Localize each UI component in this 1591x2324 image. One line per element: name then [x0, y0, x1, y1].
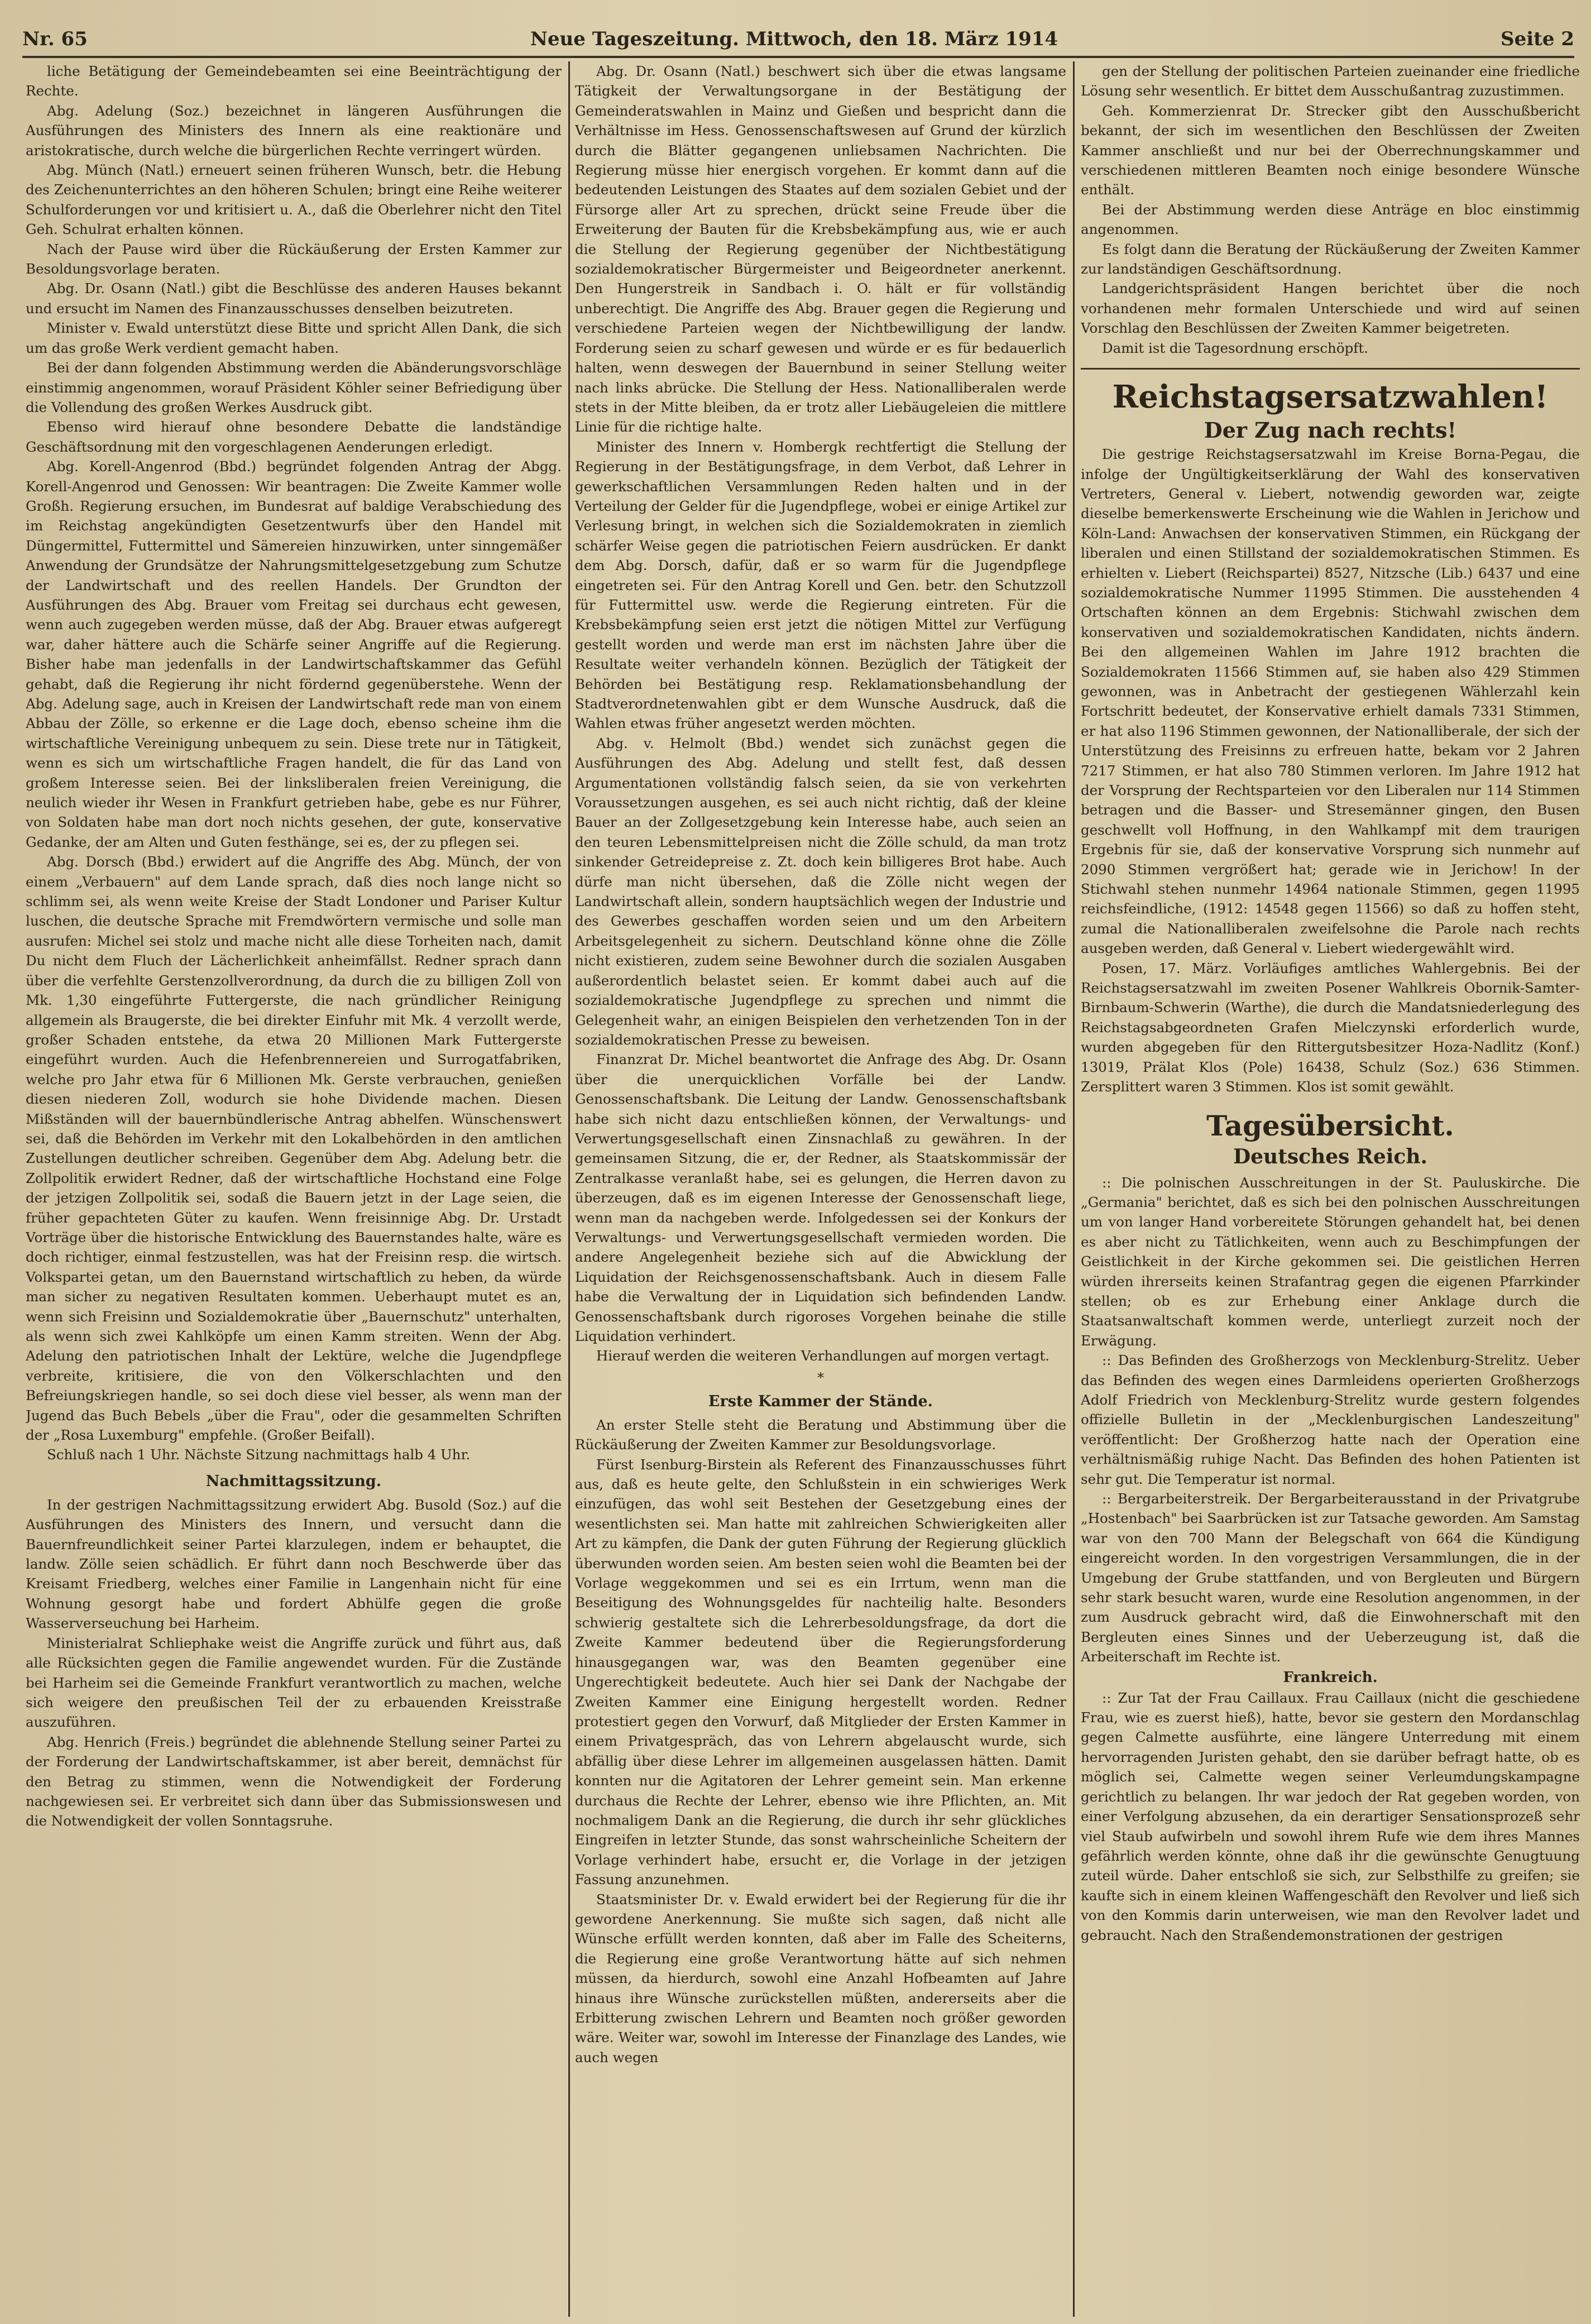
paragraph: liche Betätigung der Gemeindebeamten sei eine Beeinträchtigung der Rechte.	[26, 63, 562, 99]
paragraph: Abg. Henrich (Freis.) begründet die ablehnende Stellung seiner Partei zu der Forderung der Landwirtschaftskammer, ist aber bereit, demnächst für den Betrag zu stimmen, wenn die Notwendigkeit der Forderung nachgewiesen sei. Er verbreitet sich dann über das Submissionswesen und die Notwendigkeit der vollen Sonntagsruhe.	[26, 1733, 562, 1829]
paragraph: Abg. Korell-Angenrod (Bbd.) begründet folgenden Antrag der Abgg. Korell-Angenrod und Genossen: Wir beantragen: Die Zweite Kammer wolle Großh. Regierung ersuchen, im Bundesrat auf baldige Verabschiedung des im Reichstag angekündigten Gesetzentwurfs über den Handel mit Düngermittel, Futtermittel und Sämereien hinzuwirken, unter sinngemäßer Anwendung der Grundsätze der Nahrungsmittelgesetzgebung zum Schutze der Landwirtschaft und des reellen Handels. Der Grundton der Ausführungen des Abg. Brauer vom Freitag sei durchaus echt gewesen, wenn auch zugegeben werden müsse, daß der Abg. Brauer etwas aufgeregt war, daher hättere auch die Schärfe seiner Angriffe auf die Regierung. Bisher habe man jedenfalls in der Landwirtschaftskammer das Gefühl gehabt, daß die Regierung ihr nicht fördernd gegenüberstehe. Wenn der Abg. Adelung sage, auch in Kreisen der Landwirtschaft rede man von einem Abbau der Zölle, so erkenne er die Lage doch, ebenso scheine ihm die wirtschaftliche Vereinigung unbequem zu sein. Diese trete nur in Tätigkeit, wenn es sich um wirtschaftliche Fragen handelt, die für das Land von großem Interesse seien. Bei der linksliberalen freien Vereinigung, die neulich wieder ihr Wesen in Frankfurt getrieben habe, gebe es nur Führer, von Soldaten habe man dort noch nichts gesehen, der gute, konservative Gedanke, der am Alten und Guten festhänge, sei es, der zu pflegen sei.	[26, 458, 562, 850]
section-heading: Nachmittagssitzung.	[205, 1472, 382, 1490]
paragraph: Es folgt dann die Beratung der Rückäußerung der Zweiten Kammer zur landständigen Geschäftsordnung.	[1081, 241, 1580, 277]
paragraph: Ebenso wird hierauf ohne besondere Debatte die landständige Geschäftsordnung mit den vorgeschlagenen Aenderungen erledigt.	[26, 419, 562, 455]
paragraph: :: Das Befinden des Großherzogs von Mecklenburg-Strelitz. Ueber das Befinden des wegen eines Darmleidens operierten Großherzogs Adolf Friedrich von Mecklenburg-Strelitz wurde gestern folgendes offizielle Bulletin in der „Mecklenburgischen Landeszeitung" veröffentlicht: Der Großherzog hatte nach der Operation eine verhältnismäßig ruhige Nacht. Das Befinden des hohen Patienten ist sehr gut. Die Temperatur ist normal.	[1081, 1352, 1580, 1487]
divider	[1081, 368, 1580, 370]
paragraph: An erster Stelle steht die Beratung und Abstimmung über die Rückäußerung der Zweiten Kammer zur Besoldungsvorlage.	[575, 1416, 1066, 1453]
column-rule	[568, 61, 570, 2317]
paragraph: Fürst Isenburg-Birstein als Referent des Finanzausschusses führt aus, daß es heute gelte, den Schlußstein in ein schwieriges Werk einzufügen, das wohl seit Bestehen der Gesetzgebung eines der wesentlichsten sei. Man hatte mit zahlreichen Schwierigkeiten aller Art zu kämpfen, die Dank der guten Führung der Regierung glücklich überwunden worden seien. Am besten seien wohl die Beamten bei der Vorlage weggekommen und sei es ein Irrtum, wenn man die Beseitigung des Wohnungsgeldes für nachteilig halte. Besonders schwierig gestaltete sich die Lehrerbesoldungsfrage, da dort die Zweite Kammer bedeutend über die Regierungsforderung hinausgegangen war, was den Beamten gegenüber eine Ungerechtigkeit bedeutete. Auch hier sei Dank der Nachgabe der Zweiten Kammer eine Einigung hergestellt worden. Redner protestiert gegen den Vorwurf, daß Mitglieder der Ersten Kammer in einem Privatgespräch, das von Lehrern abgelauscht wurde, sich abfällig über diese Lehrer im allgemeinen ausgelassen hätten. Damit konnten nur die Agitatoren der Lehrer gemeint sein. Man erkenne durchaus die Rechte der Lehrer, ebenso wie ihre Pflichten, an. Mit nochmaligem Dank an die Regierung, die durch ihr sehr glückliches Eingreifen in letzter Stunde, das sonst wahrscheinliche Scheitern der Vorlage verhindert habe, ersucht er, die Vorlage in der jetzigen Fassung anzunehmen.	[575, 1456, 1066, 1888]
paragraph: Hierauf werden die weiteren Verhandlungen auf morgen vertagt.	[596, 1348, 1050, 1364]
page-header	[22, 22, 1574, 58]
paragraph: Bei der dann folgenden Abstimmung werden die Abänderungsvorschläge einstimmig angenommen, worauf Präsident Köhler seiner Befriedigung über die Vollendung des großen Werkes Ausdruck gibt.	[26, 360, 562, 415]
paragraph: Landgerichtspräsident Hangen berichtet über die noch vorhandenen mehr formalen Unterschiede und wird auf seinen Vorschlag den Beschlüssen der Zweiten Kammer beigetreten.	[1081, 280, 1580, 337]
paragraph: Posen, 17. März. Vorläufiges amtliches Wahlergebnis. Bei der Reichstagsersatzwahl im zweiten Posener Wahlkreis Obornik-Samter-Birnbaum-Schwerin (Warthe), die durch die Mandatsniederlegung des Reichstagsabgeordneten Grafen Mielczynski erforderlich wurde, wurden abgegeben für den Rittergutsbesitzer Hoza-Nadlitz (Konf.) 13019, Prälat Klos (Pole) 16438, Schulz (Soz.) 636 Stimmen. Zersplittert waren 3 Stimmen. Klos ist somit gewählt.	[1081, 960, 1580, 1095]
paragraph: Abg. Dorsch (Bbd.) erwidert auf die Angriffe des Abg. Münch, der von einem „Verbauern" auf dem Lande sprach, daß dies noch lange nicht so schlimm sei, als wenn weite Kreise der Stadt Londoner und Pariser Kultur luschen, die deutsche Sprache mit Fremdwörtern vermische und solle man ausrufen: Michel sei stolz und mache nicht alle diese Torheiten nach, damit Du nicht dem Fluch der Lächerlichkeit anheimfällst. Redner sprach dann über die verfehlte Gerstenzollverordnung, da durch die zu billigen Zoll von Mk. 1,30 eingeführte Futtergerste, die nach gründlicher Reinigung allgemein als Braugerste, die bei direkter Einfuhr mit Mk. 4 verzollt werde, großer Schaden entstehe, da etwa 20 Millionen Mark Futtergerste eingeführt wurden. Auch die Hefenbrennereien und Surrogatfabriken, welche pro Jahr etwa für 6 Millionen Mk. Gerste verbrauchen, genießen diesen niederen Zoll, wodurch sie hohe Dividende machen. Diesen Mißständen will der bauernbündlerische Antrag abhelfen. Wünschenswert sei, daß die Behörden im Verkehr mit den Lokalbehörden in den amtlichen Zustellungen deutlicher schreiben. Gegenüber dem Abg. Adelung betr. die Zollpolitik erwidert Redner, daß der wirtschaftliche Hochstand eine Folge der jetzigen Zollpolitik sei, sodaß die Bauern jetzt in der Lage seien, die früher gepachteten Güter zu kaufen. Wenn freisinnige Abg. Dr. Urstadt Vorträge über die historische Entwicklung des Bauernstandes halte, wäre es doch richtiger, einmal festzustellen, was hat der Freisinn resp. die wirtsch. Volkspartei getan, um den Bauernstand wirtschaftlich zu heben, da würde man sicher zu negativen Resultaten kommen. Ueberhaupt mutet es an, wenn sich Freisinn und Sozialdemokratie über „Bauernschutz" unterhalten, als wenn sich zwei Kahlköpfe um einen Kamm streiten. Wenn der Abg. Adelung den patriotischen Inhalt der Lektüre, welche die Jugendpflege verbreite, kritisiere, die von den Völkerschlachten und den Befreiungskriegen handle, so sei doch diese viel besser, als wenn man der Jugend das Buch Bebels „über die Frau", oder die gesammelten Schriften der „Rosa Luxemburg" empfehle. (Großer Beifall).	[26, 854, 562, 1444]
section-title: Tagesübersicht.	[1206, 1109, 1454, 1142]
paragraph: :: Zur Tat der Frau Caillaux. Frau Caillaux (nicht die geschiedene Frau, wie es zuerst hieß), hatte, bevor sie gestern den Mordanschlag gegen Calmette ausführte, eine längere Unterredung mit einem hervorragenden Juristen gehabt, den sie darüber befragt hatte, ob es möglich sei, Calmette wegen seiner Verleumdungskampagne gerichtlich zu belangen. Ihr war jedoch der Rat gegeben worden, von einer Verfolgung abzusehen, da ein derartiger Sensationsprozeß sehr viel Staub aufwirbeln und sowohl ihrem Rufe wie dem ihres Mannes gefährlich werden könnte, ohne daß ihr die gewünschte Genugtuung zuteil würde. Daher entschloß sie sich, zur Selbsthilfe zu greifen; sie kaufte sich in einem kleinen Waffengeschäft den Revolver und ließ sich von den Kommis darin unterweisen, wie man den Revolver ladet und gebraucht. Nach den Straßendemonstrationen der gestrigen	[1081, 1689, 1580, 1943]
paragraph: Geh. Kommerzienrat Dr. Strecker gibt den Ausschußbericht bekannt, der sich im wesentlichen den Beschlüssen der Zweiten Kammer anschließt und nur bei der Oberrechnungskammer und verschiedenen mittleren Beamten noch einige besondere Wünsche enthält.	[1081, 102, 1580, 198]
paragraph: In der gestrigen Nachmittagssitzung erwidert Abg. Busold (Soz.) auf die Ausführungen des Ministers des Innern, und versucht dann die Bauernfreundlichkeit seiner Partei klarzulegen, indem er behauptet, die landw. Zölle seien schädlich. Er führt dann noch Beschwerde über das Kreisamt Friedberg, welches einer Familie in Langenhain nicht für eine Wohnung gesorgt habe und fordert Abhülfe gegen die große Wasserverseuchung bei Harheim.	[26, 1496, 562, 1632]
article-headline: Reichstagsersatzwahlen!	[1112, 378, 1549, 416]
paragraph: Nach der Pause wird über die Rückäußerung der Ersten Kammer zur Besoldungsvorlage beraten.	[26, 241, 562, 277]
paragraph: Abg. Dr. Osann (Natl.) gibt die Beschlüsse des anderen Hauses bekannt und ersucht im Namen des Finanzausschusses denselben beizutreten.	[26, 280, 562, 317]
column-rule	[1073, 61, 1075, 2317]
paragraph: Schluß nach 1 Uhr. Nächste Sitzung nachmittags halb 4 Uhr.	[47, 1446, 471, 1463]
section-subtitle: Deutsches Reich.	[1233, 1144, 1428, 1168]
column-1	[26, 61, 562, 2317]
paragraph: gen der Stellung der politischen Parteien zueinander eine friedliche Lösung sehr wesentlich. Er bittet dem Ausschußantrag zuzustimmen.	[1081, 63, 1580, 99]
page-number: Seite 2	[1501, 28, 1574, 50]
separator-star: *	[817, 1369, 824, 1386]
paragraph: Staatsminister Dr. v. Ewald erwidert bei der Regierung für die ihr gewordene Anerkennung. Sie mußte sich sagen, daß nicht alle Wünsche erfüllt werden konnten, daß aber im Falle des Scheiterns, die Regierung eine große Verantwortung hätte auf sich nehmen müssen, da hierdurch, sowohl eine Anzahl Hofbeamten auf Jahre hinaus ihre Wünsche zurückstellen müßten, andererseits aber die Erbitterung zwischen Lehrern und Beamten noch größer geworden wäre. Weiter war, sowohl im Interesse der Finanzlage des Landes, wie auch wegen	[575, 1891, 1066, 2066]
paragraph: :: Die polnischen Ausschreitungen in der St. Pauluskirche. Die „Germania" berichtet, daß es sich bei den polnischen Ausschreitungen um von langer Hand vorbereitete Störungen gehandelt hat, bei denen es aber nicht zu Tätlichkeiten, wenn auch zu Beschimpfungen der Geistlichkeit in der Kirche gekommen sei. Die geistlichen Herren würden ihrerseits keinen Strafantrag gegen die eigenen Pfarrkinder stellen; ob es zur Erhebung einer Anklage durch die Staatsanwaltschaft kommen werde, unterliegt zurzeit noch der Erwägung.	[1081, 1174, 1580, 1349]
paragraph: Damit ist die Tagesordnung erschöpft.	[1102, 339, 1368, 356]
country-heading: Frankreich.	[1283, 1669, 1378, 1686]
paragraph: Minister v. Ewald unterstützt diese Bitte und spricht Allen Dank, die sich um das große Werk verdient gemacht haben.	[26, 320, 562, 356]
paragraph: Abg. v. Helmolt (Bbd.) wendet sich zunächst gegen die Ausführungen des Abg. Adelung und stellt fest, daß dessen Argumentationen vollständig falsch seien, da sie von verkehrten Voraussetzungen ausgehen, es sei auch nicht richtig, daß der kleine Bauer an der Zollgesetzgebung kein Interesse habe, auch seien an den teuren Lebensmittelpreisen nicht die Zölle schuld, da man trotz sinkender Getreidepreise z. Zt. doch kein billigeres Brot habe. Auch dürfe man nicht übersehen, daß die Zölle nicht wegen der Landwirtschaft allein, sondern hauptsächlich wegen der Industrie und des Gewerbes geschaffen worden seien und um den Arbeitern Arbeitsgelegenheit zu sichern. Deutschland könne ohne die Zölle nicht existieren, zudem seine Bewohner durch die sozialen Ausgaben außerordentlich belastet seien. Er kommt dabei auch auf die sozialdemokratische Jugendpflege zu sprechen und nimmt die Gelegenheit wahr, an einigen Beispielen den verhetzenden Ton in der sozialdemokratischen Presse zu beweisen.	[575, 735, 1066, 1048]
paragraph: Abg. Münch (Natl.) erneuert seinen früheren Wunsch, betr. die Hebung des Zeichenunterrichtes an den höheren Schulen; bringt eine Reihe weiterer Schulforderungen vor und kritisiert u. A., daß die Oberlehrer nicht den Titel Geh. Schulrat erhalten können.	[26, 162, 562, 238]
paragraph: Die gestrige Reichstagsersatzwahl im Kreise Borna-Pegau, die infolge der Ungültigkeitserklärung der Wahl des konservativen Vertreters, General v. Liebert, notwendig geworden war, zeigte dieselbe bemerkenswerte Erscheinung wie die Wahlen in Jerichow und Köln-Land: Anwachsen der konservativen Stimmen, ein Rückgang der liberalen und einen Stillstand der sozialdemokratischen Stimmen. Es erhielten v. Liebert (Reichspartei) 8527, Nitzsche (Lib.) 6437 und eine sozialdemokratische Nummer 11995 Stimmen. Die ausstehenden 4 Ortschaften können an dem Ergebnis: Stichwahl zwischen dem konservativen und sozialdemokratischen Kandidaten, nichts ändern. Bei den allgemeinen Wahlen im Jahre 1912 brachten die Sozialdemokraten 11566 Stimmen auf, sie haben also 429 Stimmen gewonnen, was in Anbetracht der gestiegenen Wählerzahl kein Fortschritt bedeutet, der Konservative erhielt damals 7331 Stimmen, er hat also 1196 Stimmen gewonnen, der Nationalliberale, der sich der Unterstützung des Freisinns zu erfreuen hatte, bekam vor 2 Jahren 7217 Stimmen, er hat also 780 Stimmen verloren. Im Jahre 1912 hat der Vorsprung der Rechtsparteien vor den Liberalen nur 114 Stimmen betragen und die Basser- und Stresemänner gingen, den Busen geschwellt voll Hoffnung, in den Wahlkampf mit dem traurigen Ergebnis für sie, daß der konservative Vorsprung sich nunmehr auf 2090 Stimmen vergrößert hat; gerade wie in Jerichow! In der Stichwahl stehen nunmehr 14964 nationale Stimmen, gegen 11995 reichsfeindliche, (1912: 14548 gegen 11566) so daß zu hoffen steht, zumal die Nationalliberalen zweifelsohne die Parole nach rechts ausgeben werden, daß General v. Liebert wiedergewählt wird.	[1081, 446, 1580, 957]
section-heading: Erste Kammer der Stände.	[708, 1392, 933, 1410]
paragraph: Abg. Adelung (Soz.) bezeichnet in längeren Ausführungen die Ausführungen des Ministers des Innern als eine reaktionäre und aristokratische, durch welche die bürgerlichen Rechte verringert würden.	[26, 102, 562, 159]
paragraph: :: Bergarbeiterstreik. Der Bergarbeiterausstand in der Privatgrube „Hostenbach" bei Saarbrücken ist zur Tatsache geworden. Am Samstag war von den 700 Mann der Belegschaft von 664 die Kündigung eingereicht worden. In den vorgestrigen Versammlungen, die in der Umgebung der Grube stattfanden, und von Bergleuten und Bürgern sehr stark besucht waren, wurde eine Resolution angenommen, in der zum Ausdruck gebracht wird, daß die Einwohnerschaft mit den Bergleuten eines Sinnes und der Ueberzeugung ist, daß die Arbeiterschaft im Rechte ist.	[1081, 1491, 1580, 1665]
article-subheadline: Der Zug nach rechts!	[1204, 418, 1457, 443]
masthead-dateline: Neue Tageszeitung. Mittwoch, den 18. März 1914	[530, 28, 1058, 50]
column-3	[1081, 61, 1580, 2317]
column-2	[575, 61, 1066, 2317]
paragraph: Bei der Abstimmung werden diese Anträge en bloc einstimmig angenommen.	[1081, 201, 1580, 238]
paragraph: Minister des Innern v. Hombergk rechtfertigt die Stellung der Regierung in der Bestätigungsfrage, in dem Verbot, daß Lehrer in gewerkschaftlichen Versammlungen Reden halten und in der Verteilung der Gelder für die Jugendpflege, wobei er einige Artikel zur Verlesung bringt, in welchen sich die Sozialdemokraten in ziemlich schärfer Weise gegen die patriotischen Feiern ausdrücken. Er dankt dem Abg. Dorsch, dafür, daß er so warm für die Jugendpflege eingetreten sei. Für den Antrag Korell und Gen. betr. den Schutzzoll für Futtermittel usw. werde die Regierung eintreten. Für die Krebsbekämpfung seien erst jetzt die nötigen Mittel zur Verfügung gestellt worden und werde man erst im nächsten Jahre über die Resultate weiter verhandeln können. Bezüglich der Tätigkeit der Behörden bei Bestätigung resp. Reklamationsbehandlung der Stadtverordnetenwahlen gibt er dem Wunsche Ausdruck, daß die Wahlen etwas früher angesetzt werden möchten.	[575, 438, 1066, 732]
paragraph: Abg. Dr. Osann (Natl.) beschwert sich über die etwas langsame Tätigkeit der Verwaltungsorgane in der Bestätigung der Gemeinderatswahlen in Mainz und Gießen und bespricht dann die Verhältnisse im Hess. Genossenschaftswesen auf Grund der kürzlich durch die Blätter gegangenen unliebsamen Nachrichten. Die Regierung müsse hier energisch vorgehen. Er kommt dann auf die bedeutenden Leistungen des Staates auf dem sozialen Gebiet und der Fürsorge aller Art zu sprechen, drückt seine Freude über die Erweiterung der Bauten für die Krebsbekämpfung aus, wie er auch die Stellung der Regierung gegenüber der Nichtbestätigung sozialdemokratischer Bürgermeister und Beigeordneter anerkennt. Den Hungerstreik in Sandbach i. O. hält er für vollständig unberechtigt. Die Angriffe des Abg. Brauer gegen die Regierung und verschiedene Parteien wegen der Nichtbewilligung der landw. Forderung seien zu scharf gewesen und würde er es für bedauerlich halten, wenn deswegen der Bauernbund in seiner Stellung weiter nach links abrücke. Die Stellung der Hess. Nationalliberalen werde stets in der Mitte bleiben, da er trotz aller Liebäugeleien die mittlere Linie für die richtige halte.	[575, 63, 1066, 435]
paragraph: Finanzrat Dr. Michel beantwortet die Anfrage des Abg. Dr. Osann über die unerquicklichen Vorfälle bei der Landw. Genossenschaftsbank. Die Leitung der Landw. Genossenschaftsbank habe sich nicht dazu entschließen können, der Verwaltungs- und Verwertungsgesellschaft einen Zinsnachlaß zu gewähren. In der gemeinsamen Sitzung, die er, der Redner, als Staatskommissär der Zentralkasse veranlaßt habe, sei es gelungen, die Herren davon zu überzeugen, daß es im eigenen Interesse der Genossenschaft liege, wenn man da nachgeben werde. Infolgedessen sei der Konkurs der Verwaltungs- und Verwertungsgesellschaft vermieden worden. Die andere Angelegenheit beziehe sich auf die Abwicklung der Liquidation der Reichsgenossenschaftsbank. Auch in diesem Falle habe die Verwaltung der in Liquidation sich befindenden Landw. Genossenschaftsbank durch rigoroses Vorgehen beinahe die stille Liquidation verhindert.	[575, 1051, 1066, 1344]
issue-number: Nr. 65	[22, 28, 88, 50]
paragraph: Ministerialrat Schliephake weist die Angriffe zurück und führt aus, daß alle Rücksichten gegen die Familie angewendet wurden. Für die Zustände bei Harheim sei die Gemeinde Frankfurt verantwortlich zu machen, welche sich weigere den preußischen Teil der zu erbauenden Kreisstraße auszuführen.	[26, 1635, 562, 1731]
